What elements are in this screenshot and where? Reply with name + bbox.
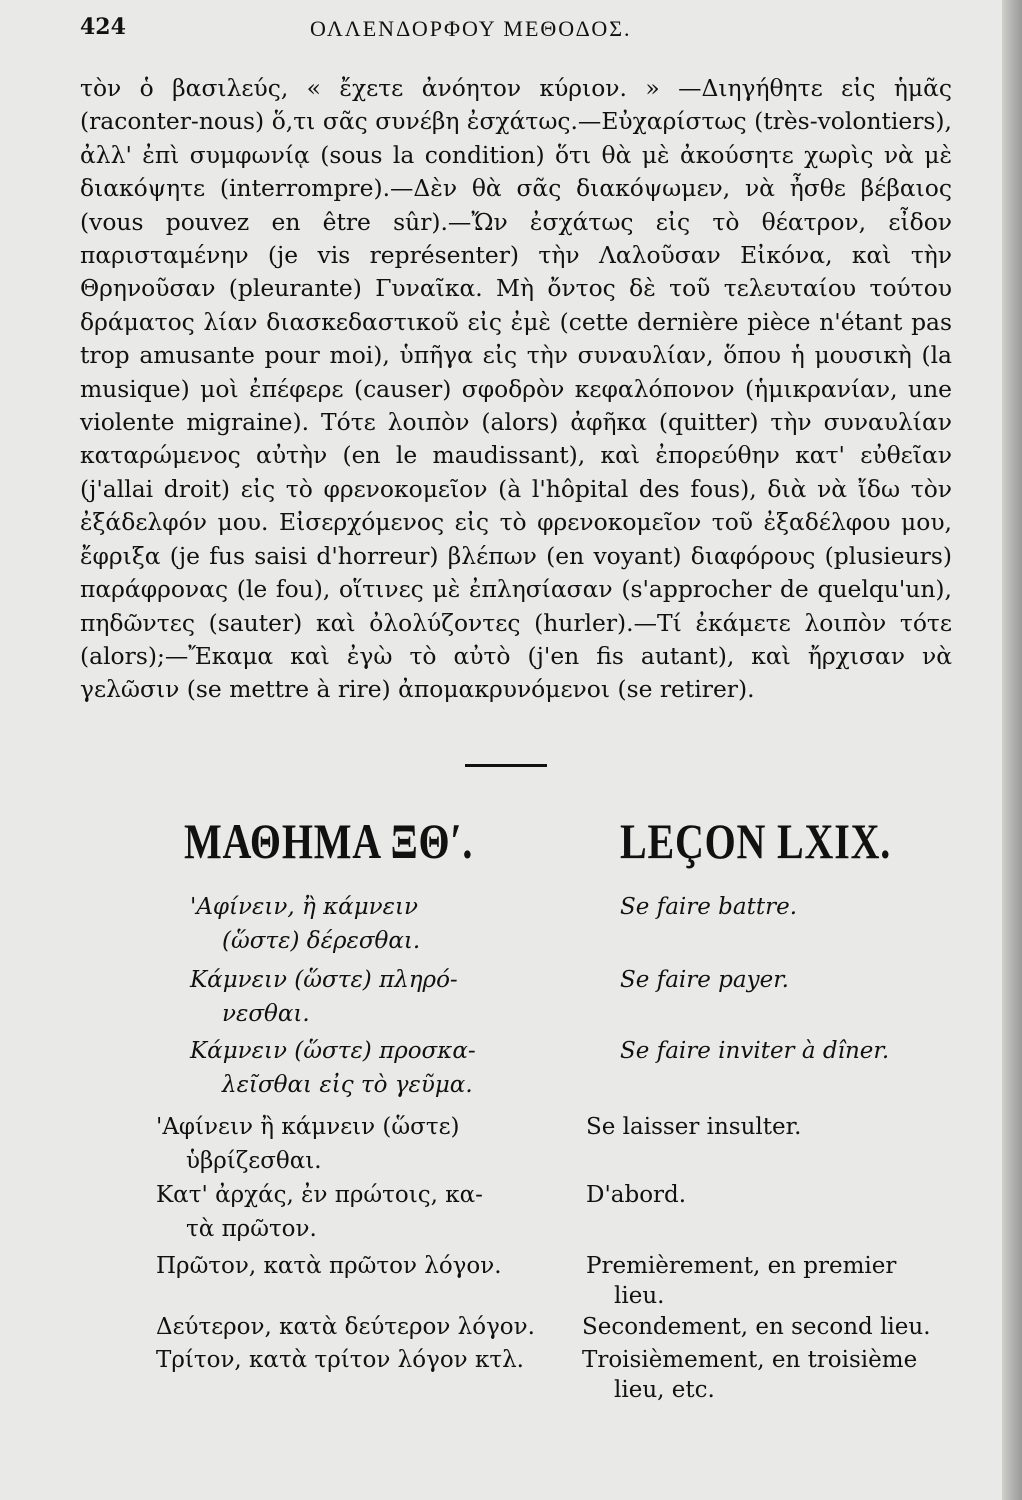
greek-entry-line: ὑβρίζεσθαι. <box>186 1148 322 1174</box>
french-entry-line: Se faire battre. <box>620 894 798 920</box>
greek-entry-line: νεσθαι. <box>222 1001 310 1027</box>
book-spine-shadow <box>1002 0 1022 1500</box>
greek-entry-line: Κατ' ἀρχάς, ἐν πρώτοις, κα- <box>156 1182 483 1208</box>
greek-entry-line: Κάμνειν (ὥστε) πληρό- <box>190 967 458 993</box>
greek-entry-line: 'Αφίνειν ἢ κάμνειν (ὥστε) <box>156 1114 460 1140</box>
greek-lesson-heading: ΜΑΘΗΜΑ ΞΘʹ. <box>184 813 474 869</box>
french-lesson-heading: LEÇON LXIX. <box>620 813 892 869</box>
running-title: ΟΛΛΕΝΔΟΡΦΟΥ ΜΕΘΟΔΟΣ. <box>310 16 632 41</box>
french-entry-line: lieu. <box>614 1283 665 1309</box>
greek-entry-line: Δεύτερον, κατὰ δεύτερον λόγον. <box>156 1314 535 1340</box>
french-entry-line: lieu, etc. <box>614 1377 715 1403</box>
greek-entry-line: τὰ πρῶτον. <box>186 1216 317 1242</box>
french-entry-line: Se faire payer. <box>620 967 789 993</box>
french-entry-line: Se faire inviter à dîner. <box>620 1038 890 1064</box>
story-paragraph: τὸν ὁ βασιλεύς, « ἔχετε ἀνόητον κύριον. » —Διηγήθητε εἰς ἡμᾶς (raconter-nous) ὅ,τι σᾶς συνέβη ἐσχάτως.—Εὐχαρίστως (très-volontiers), ἀλλ' ἐπὶ συμφωνίᾳ (sous la condition) ὅτι θὰ μὲ ἀκούσητε χωρὶς νὰ μὲ διακόψητε (interrompre).—Δὲν θὰ σᾶς διακόψωμεν, νὰ ἦσθε βέβαιος (vous pouvez en être sûr).—Ὤν ἐσχάτως εἰς τὸ θέατρον, εἶδον παρισταμένην (je vis représenter) τὴν Λαλοῦσαν Εἰκόνα, καὶ τὴν Θρηνοῦσαν (pleurante) Γυναῖκα. Μὴ ὄντος δὲ τοῦ τελευταίου τούτου δράματος λίαν διασκεδαστικοῦ εἰς ἐμὲ (cette dernière pièce n'étant pas trop amusante pour moi), ὑπῆγα εἰς τὴν συναυλίαν, ὅπου ἡ μουσικὴ (la musique) μοὶ ἐπέφερε (causer) σφοδρὸν κεφαλόπονον (ἡμικρανίαν, une violente migraine). Τότε λοιπὸν (alors) ἀφῆκα (quitter) τὴν συναυλίαν καταρώμενος αὐτὴν (en le maudissant), καὶ ἐπορεύθην κατ' εὐθεῖαν (j'allai droit) εἰς τὸ φρενοκομεῖον (à l'hôpital des fous), διὰ νὰ ἴδω τὸν ἐξάδελφόν μου. Εἰσερχόμενος εἰς τὸ φρενοκομεῖον τοῦ ἐξαδέλφου μου, ἔφριξα (je fus saisi d'horreur) βλέπων (en voyant) διαφόρους (plusieurs) παράφρονας (le fou), οἵτινες μὲ ἐπλησίασαν (s'approcher de quelqu'un), πηδῶντες (sauter) καὶ ὀλολύζοντες (hurler).—Τί ἐκάμετε λοιπὸν τότε (alors);—Ἔκαμα καὶ ἐγὼ τὸ αὐτὸ (j'en fis autant), καὶ ἤρχισαν νὰ γελῶσιν (se mettre à rire) ἀπομακρυνόμενοι (se retirer). <box>80 74 952 704</box>
greek-entry-line: Κάμνειν (ὥστε) προσκα- <box>190 1038 476 1064</box>
greek-entry-line: Τρίτον, κατὰ τρίτον λόγον κτλ. <box>156 1347 524 1373</box>
french-entry-line: Secondement, en second lieu. <box>582 1314 931 1340</box>
greek-entry-line: 'Αφίνειν, ἢ κάμνειν <box>190 894 418 920</box>
greek-entry-line: (ὥστε) δέρεσθαι. <box>222 928 421 954</box>
french-entry-line: Troisièmement, en troisième <box>582 1347 918 1373</box>
greek-entry-line: λεῖσθαι εἰς τὸ γεῦμα. <box>222 1072 473 1098</box>
french-entry-line: Se laisser insulter. <box>586 1114 802 1140</box>
greek-entry-line: Πρῶτον, κατὰ πρῶτον λόγον. <box>156 1253 502 1279</box>
page-number: 424 <box>80 14 126 40</box>
french-entry-line: D'abord. <box>586 1182 687 1208</box>
french-entry-line: Premièrement, en premier <box>586 1253 897 1279</box>
